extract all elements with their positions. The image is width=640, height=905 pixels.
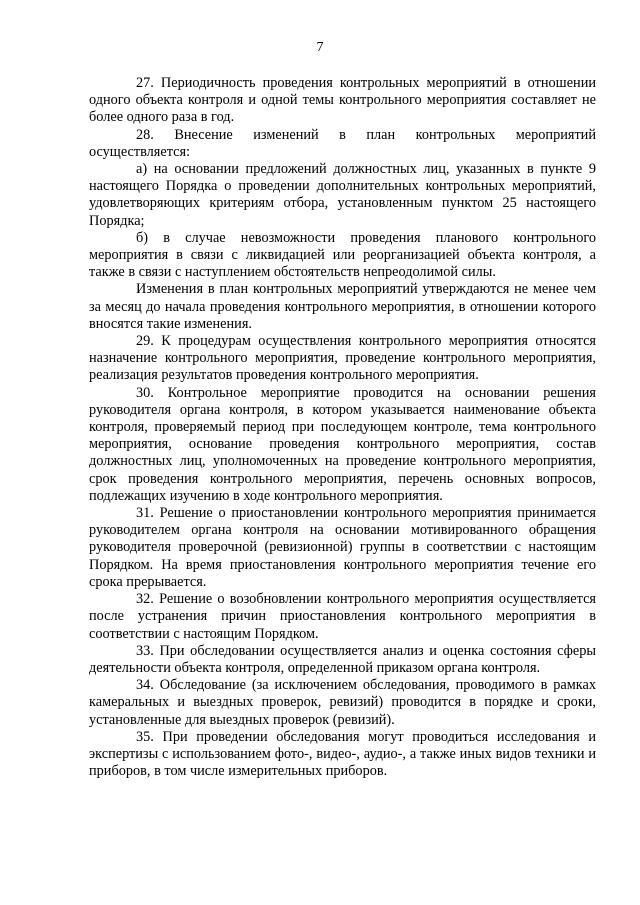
paragraph-32: 32. Решение о возобновлении контрольного мероприятия осуществляется после устранения причин приостановления контрольного мероприятия в соответствии с настоящим Порядком. (89, 591, 596, 642)
paragraph-27: 27. Периодичность проведения контрольных мероприятий в отношении одного объекта контроля и одной темы контрольного мероприятия составляет не более одного раза в год. (89, 75, 596, 126)
page-number: 7 (316, 40, 324, 55)
paragraph-35: 35. При проведении обследования могут проводиться исследования и экспертизы с использованием фото-, видео-, аудио-, а также иных видов техники и приборов, в том числе измерительных приборов. (89, 728, 596, 780)
document-body (89, 75, 596, 780)
paragraph-28-changes: Изменения в план контрольных мероприятий утверждаются не менее чем за месяц до начала проведения контрольного мероприятия, в отношении которого вносятся такие изменения. (89, 281, 596, 332)
paragraph-28-a: а) на основании предложений должностных лиц, указанных в пункте 9 настоящего Порядка о проведении дополнительных контрольных мероприятий, удовлетворяющих критериям отбора, установленным пунктом 25 настоящего Порядка; (89, 161, 596, 229)
paragraph-28: 28. Внесение изменений в план контрольных мероприятий осуществляется: (89, 126, 596, 160)
paragraph-33: 33. При обследовании осуществляется анализ и оценка состояния сферы деятельности объекта контроля, определенной приказом органа контроля. (89, 642, 596, 676)
paragraph-30: 30. Контрольное мероприятие проводится на основании решения руководителя органа контроля, в котором указывается наименование объекта контроля, проверяемый период при последующем контроле, тема контрольного мероприятия, основание проведения контрольного мероприятия, состав должностных лиц, уполномоченных на проведение контрольного мероприятия, срок проведения контрольного мероприятия, перечень основных вопросов, подлежащих изучению в ходе контрольного мероприятия. (89, 384, 596, 504)
paragraph-29: 29. К процедурам осуществления контрольного мероприятия относятся назначение контрольного мероприятия, проведение контрольного мероприятия, реализация результатов проведения контрольного мероприятия. (89, 333, 596, 384)
paragraph-31: 31. Решение о приостановлении контрольного мероприятия принимается руководителем органа контроля на основании мотивированного обращения руководителя проверочной (ревизионной) группы в соответствии с настоящим Порядком. На время приостановления контрольного мероприятия течение его срока прерывается. (89, 505, 596, 590)
paragraph-34: 34. Обследование (за исключением обследования, проводимого в рамках камеральных и выездных проверок, ревизий) проводится в порядке и сроки, установленные для выездных проверок (ревизий). (89, 677, 596, 728)
paragraph-28-b: б) в случае невозможности проведения планового контрольного мероприятия в связи с ликвидацией или реорганизацией объекта контроля, а также в связи с наступлением обстоятельств непреодолимой силы. (89, 229, 596, 281)
